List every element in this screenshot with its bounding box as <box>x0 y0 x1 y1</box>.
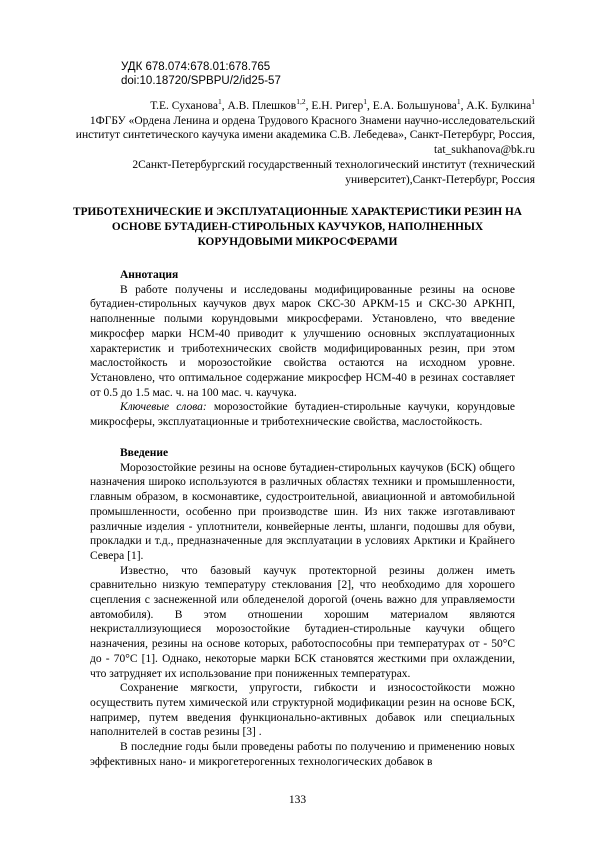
author-1: Т.Е. Суханова <box>150 100 218 112</box>
author-2-affil: 1,2 <box>296 97 306 107</box>
intro-paragraph-3: Сохранение мягкости, упругости, гибкости и износостойкости можно осуществить путем химической или структурной модификации резин на основе БСК, например, путем введения функционально-активных добавок или специальных наполнителей в состав резины [3] . <box>90 682 515 739</box>
affiliation-2: 2Санкт-Петербургский государственный технологический институт (технический университет),Санкт-Петербург, Россия <box>132 158 535 186</box>
author-2: , А.В. Плешков <box>221 100 297 112</box>
abstract-heading: Аннотация <box>120 269 179 281</box>
intro-section <box>90 446 515 769</box>
author-3: , Е.Н. Ригер <box>305 100 364 112</box>
author-1-affil: 1 <box>217 97 222 107</box>
keywords-label: Ключевые слова: <box>120 401 207 414</box>
affiliation-1: 1ФГБУ «Ордена Ленина и ордена Трудового Красного Знамени научно-исследовательский институт синтетического каучука имени академика С.В. Лебедева», Санкт-Петербург, Россия, tat_sukhanova@bk.ru <box>75 114 535 157</box>
keywords-paragraph <box>90 400 515 429</box>
intro-paragraph-2: Известно, что базовый каучук протекторной резины должен иметь сравнительно низкую температуру стеклования [2], что необходимо для хорошего сцепления с заснеженной или обледенелой дорогой (очень важно для управляемости автомобиля). В этом отношении хорошим материалом являются некристаллизующиеся морозостойкие бутадиен-стирольные каучуки общего назначения, резины на основе которых, работоспособны при температурах от - 50°С до - 70°С [1]. Однако, некоторые марки БСК становятся жесткими при охлаждении, что затрудняет их использование при пониженных температурах. <box>90 564 515 680</box>
author-5-affil: 1 <box>531 97 535 107</box>
udk-code: УДК 678.074:678.01:678.765 <box>121 61 271 73</box>
author-list <box>62 99 535 114</box>
abstract-text: В работе получены и исследованы модифицированные резины на основе бутадиен-стирольных каучуков двух марок СКС-30 АРКМ-15 и СКС-30 АРКНП, наполненные полыми корундовыми микросферами. Установлено, что введение микросфер марки НСМ-40 приводит к улучшению основных эксплуатационных характеристик и триботехнических свойств модифицированных резин, при этом маслостойкость и морозостойкие свойства остаются на исходном уровне. Установлено, что оптимальное содержание микросфер НСМ-40 в резинах составляет от 0.5 до 1.5 мас. ч. на 100 мас. ч. каучука. <box>90 283 515 399</box>
page-number: 133 <box>288 794 307 806</box>
authors-block <box>62 99 535 187</box>
intro-heading: Введение <box>120 447 169 459</box>
doi: doi:10.18720/SPBPU/2/id25-57 <box>121 75 281 87</box>
abstract-section <box>90 268 515 430</box>
paper-title: ТРИБОТЕХНИЧЕСКИЕ И ЭКСПЛУАТАЦИОННЫЕ ХАРАКТЕРИСТИКИ РЕЗИН НА ОСНОВЕ БУТАДИЕН-СТИРОЛЬНЫХ КАУЧУКОВ, НАПОЛНЕННЫХ КОРУНДОВЫМИ МИКРОСФЕРАМИ <box>73 206 522 248</box>
intro-paragraph-1: Морозостойкие резины на основе бутадиен-стирольных каучуков (БСК) общего назначения широко используются в различных областях техники и промышленности, главным образом, в космонавтике, судостроительной, авиационной и автомобильной промышленности, особенно при производстве шин. Из них также изготавливают различные изделия - уплотнители, конвейерные ленты, шланги, подошвы для обуви, прокладки и т.д., предназначенные для эксплуатации в условиях Арктики и Крайнего Севера [1]. <box>90 461 515 562</box>
author-3-affil: 1 <box>363 97 368 107</box>
author-4: , Е.А. Большунова <box>367 100 457 112</box>
keywords-text: морозостойкие бутадиен-стирольные каучуки, корундовые микросферы, эксплуатационные и триботехнические свойства, маслостойкость. <box>90 401 515 429</box>
author-4-affil: 1 <box>456 97 461 107</box>
header-block <box>121 60 281 88</box>
intro-paragraph-4: В последние годы были проведены работы по получению и применению новых эффективных нано- и микрогетерогенных технологических добавок в <box>90 741 515 768</box>
author-5: , А.К. Булкина <box>460 100 532 112</box>
